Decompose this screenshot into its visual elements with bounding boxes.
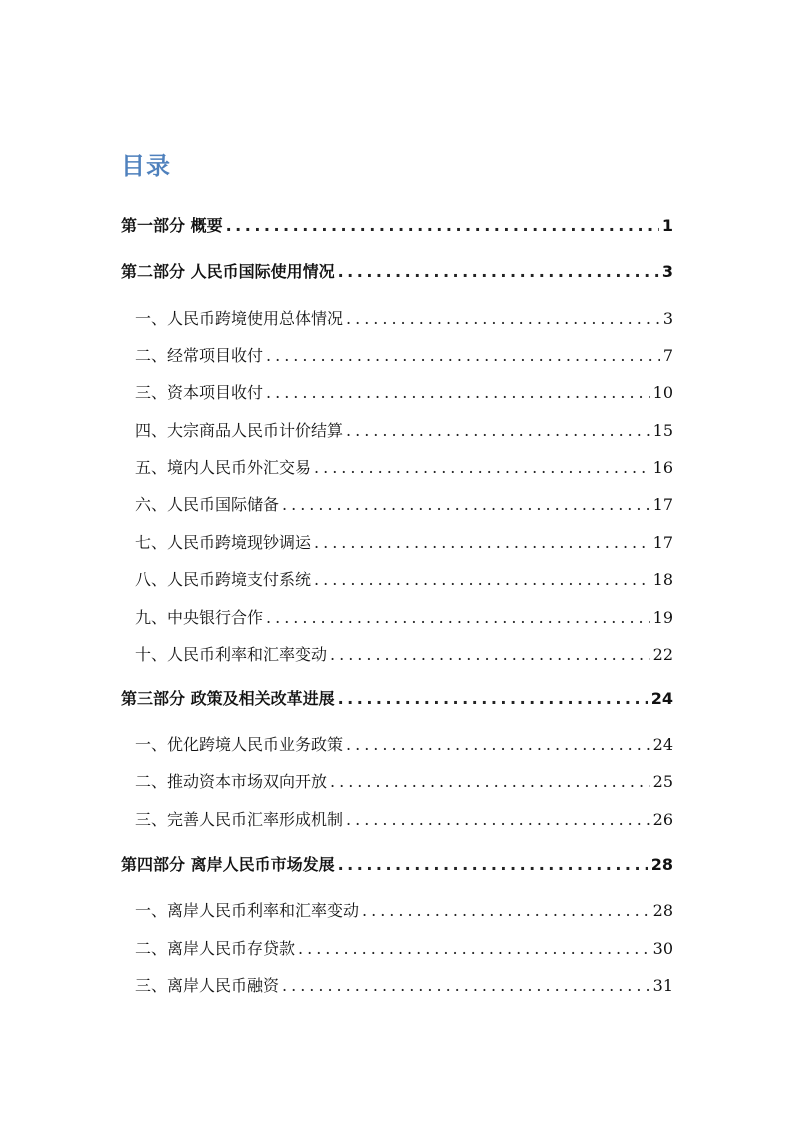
toc-entry[interactable] (121, 853, 673, 877)
toc-entry-label: 第一部分 概要 (121, 216, 223, 235)
toc-entry-label: 二、离岸人民币存贷款 (135, 939, 296, 958)
toc-entry-label: 第二部分 人民币国际使用情况 (121, 262, 335, 281)
toc-entry-label: 二、经常项目收付 (135, 346, 264, 365)
toc-entry[interactable] (121, 214, 673, 238)
toc-dot-leader (330, 643, 650, 667)
toc-page-number: 10 (652, 383, 673, 402)
toc-entry-label: 三、完善人民币汇率形成机制 (135, 810, 344, 829)
toc-page-number: 19 (652, 608, 673, 627)
toc-page-number: 28 (652, 901, 673, 920)
toc-dot-leader (362, 899, 650, 923)
toc-dot-leader (226, 214, 659, 238)
toc-entry[interactable] (121, 568, 673, 592)
toc-entry[interactable] (121, 419, 673, 443)
toc-entry-label: 三、资本项目收付 (135, 383, 264, 402)
toc-entry-label: 一、离岸人民币利率和汇率变动 (135, 901, 360, 920)
toc-entry[interactable] (121, 733, 673, 757)
toc-entry[interactable] (121, 974, 673, 998)
toc-page-number: 24 (652, 735, 673, 754)
toc-entry-label: 第三部分 政策及相关改革进展 (121, 689, 335, 708)
toc-page-number: 30 (652, 939, 673, 958)
toc-dot-leader (266, 381, 650, 405)
toc-page-number: 26 (652, 810, 673, 829)
toc-dot-leader (314, 531, 650, 555)
toc-page-number: 7 (662, 346, 673, 365)
toc-page-number: 24 (650, 689, 673, 708)
toc-entry[interactable] (121, 687, 673, 711)
toc-page-number: 3 (662, 309, 673, 328)
toc-entry[interactable] (121, 260, 673, 284)
toc-dot-leader (338, 260, 659, 284)
toc-page-number: 17 (652, 533, 673, 552)
toc-dot-leader (298, 937, 650, 961)
toc-page-number: 15 (652, 421, 673, 440)
toc-dot-leader (338, 687, 648, 711)
toc-page-number: 17 (652, 495, 673, 514)
toc-entry[interactable] (121, 643, 673, 667)
toc-entry[interactable] (121, 344, 673, 368)
toc-entry-label: 八、人民币跨境支付系统 (135, 570, 312, 589)
toc-entry[interactable] (121, 770, 673, 794)
toc-dot-leader (346, 307, 660, 331)
toc-entry[interactable] (121, 307, 673, 331)
toc-dot-leader (338, 853, 648, 877)
toc-page-number: 22 (652, 645, 673, 664)
toc-entry[interactable] (121, 937, 673, 961)
toc-dot-leader (314, 568, 650, 592)
toc-entry[interactable] (121, 531, 673, 555)
toc-heading: 目录 (121, 152, 171, 180)
toc-page-number: 3 (661, 262, 673, 281)
toc-dot-leader (314, 456, 650, 480)
toc-entry-label: 一、人民币跨境使用总体情况 (135, 309, 344, 328)
toc-entry[interactable] (121, 381, 673, 405)
toc-dot-leader (266, 606, 650, 630)
toc-entry-label: 九、中央银行合作 (135, 608, 264, 627)
toc-entry-label: 三、离岸人民币融资 (135, 976, 280, 995)
toc-entry-label: 一、优化跨境人民币业务政策 (135, 735, 344, 754)
toc-entry[interactable] (121, 606, 673, 630)
toc-entry-label: 七、人民币跨境现钞调运 (135, 533, 312, 552)
toc-entry-label: 十、人民币利率和汇率变动 (135, 645, 328, 664)
toc-page-number: 28 (650, 855, 673, 874)
toc-dot-leader (266, 344, 660, 368)
toc-dot-leader (282, 974, 650, 998)
toc-dot-leader (346, 808, 650, 832)
toc-dot-leader (282, 493, 650, 517)
toc-page-number: 31 (652, 976, 673, 995)
toc-page-number: 16 (652, 458, 673, 477)
toc-entry-label: 六、人民币国际储备 (135, 495, 280, 514)
toc-page-number: 18 (652, 570, 673, 589)
toc-entry[interactable] (121, 808, 673, 832)
toc-entry-label: 第四部分 离岸人民币市场发展 (121, 855, 335, 874)
toc-entry[interactable] (121, 493, 673, 517)
toc-page-number: 1 (661, 216, 673, 235)
toc-dot-leader (346, 419, 650, 443)
toc-entry-label: 五、境内人民币外汇交易 (135, 458, 312, 477)
toc-entry-label: 四、大宗商品人民币计价结算 (135, 421, 344, 440)
toc-page-number: 25 (652, 772, 673, 791)
toc-entry[interactable] (121, 899, 673, 923)
toc-dot-leader (330, 770, 650, 794)
toc-dot-leader (346, 733, 650, 757)
toc-entry[interactable] (121, 456, 673, 480)
toc-entry-label: 二、推动资本市场双向开放 (135, 772, 328, 791)
